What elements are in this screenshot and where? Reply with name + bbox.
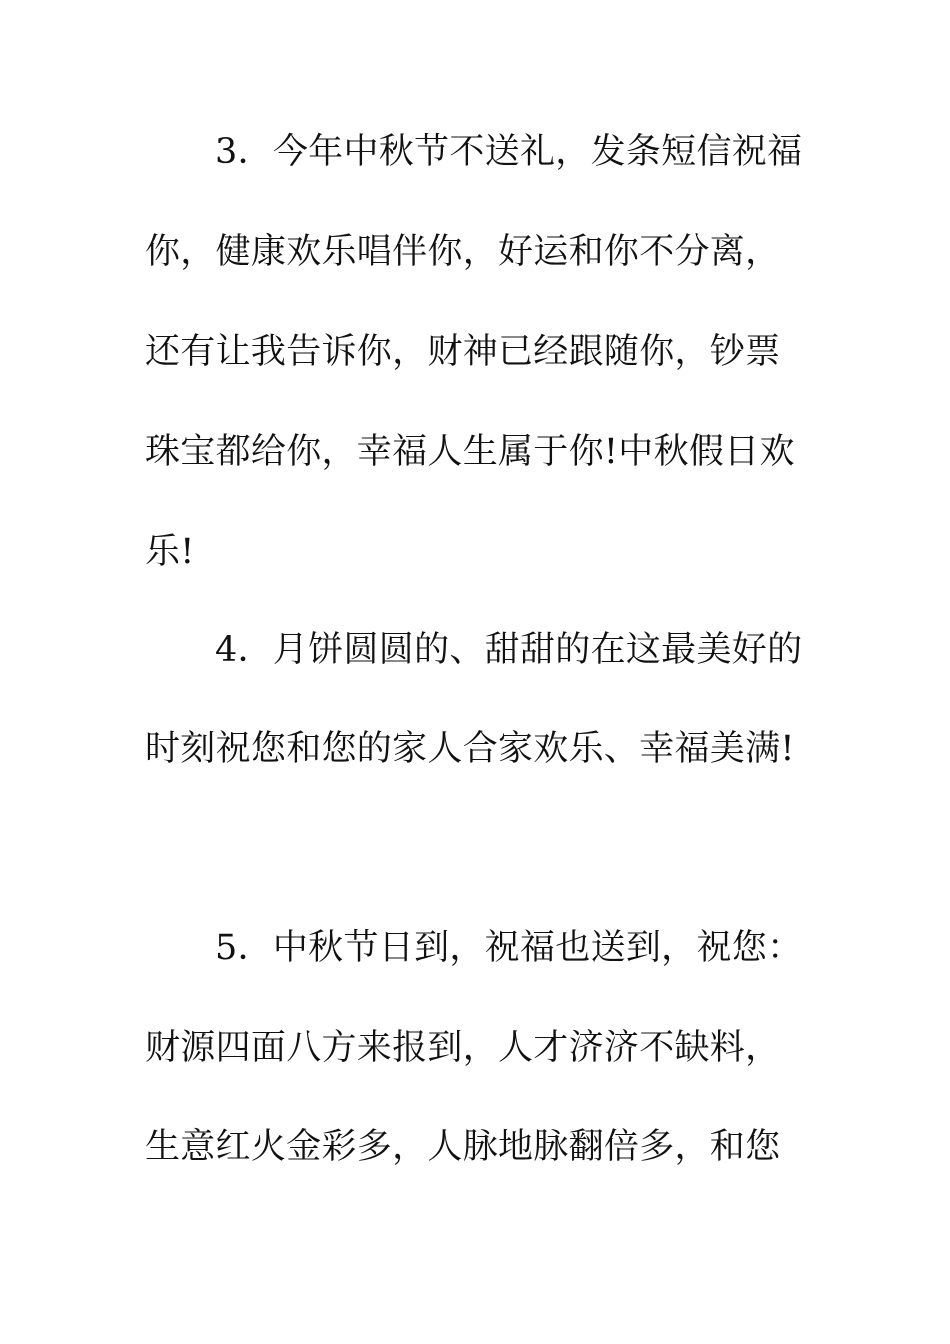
- paragraph-line: 5．中秋节日到，祝福也送到，祝您：: [215, 928, 803, 968]
- paragraph-line: 你，健康欢乐唱伴你，好运和你不分离，: [145, 232, 781, 272]
- paragraph-line: 时刻祝您和您的家人合家欢乐、幸福美满!: [145, 729, 795, 769]
- paragraph-line: 4．月饼圆圆的、甜甜的在这最美好的: [215, 630, 803, 670]
- paragraph-line: 生意红火金彩多，人脉地脉翻倍多，和您: [145, 1127, 781, 1167]
- paragraph-line: 还有让我告诉你，财神已经跟随你，钞票: [145, 332, 781, 372]
- paragraph-line: 财源四面八方来报到，人才济济不缺料，: [145, 1028, 781, 1068]
- paragraph-line: 3．今年中秋节不送礼，发条短信祝福: [215, 132, 803, 172]
- paragraph-line: 乐!: [145, 532, 195, 572]
- paragraph-line: 珠宝都给你，幸福人生属于你!中秋假日欢: [145, 432, 795, 472]
